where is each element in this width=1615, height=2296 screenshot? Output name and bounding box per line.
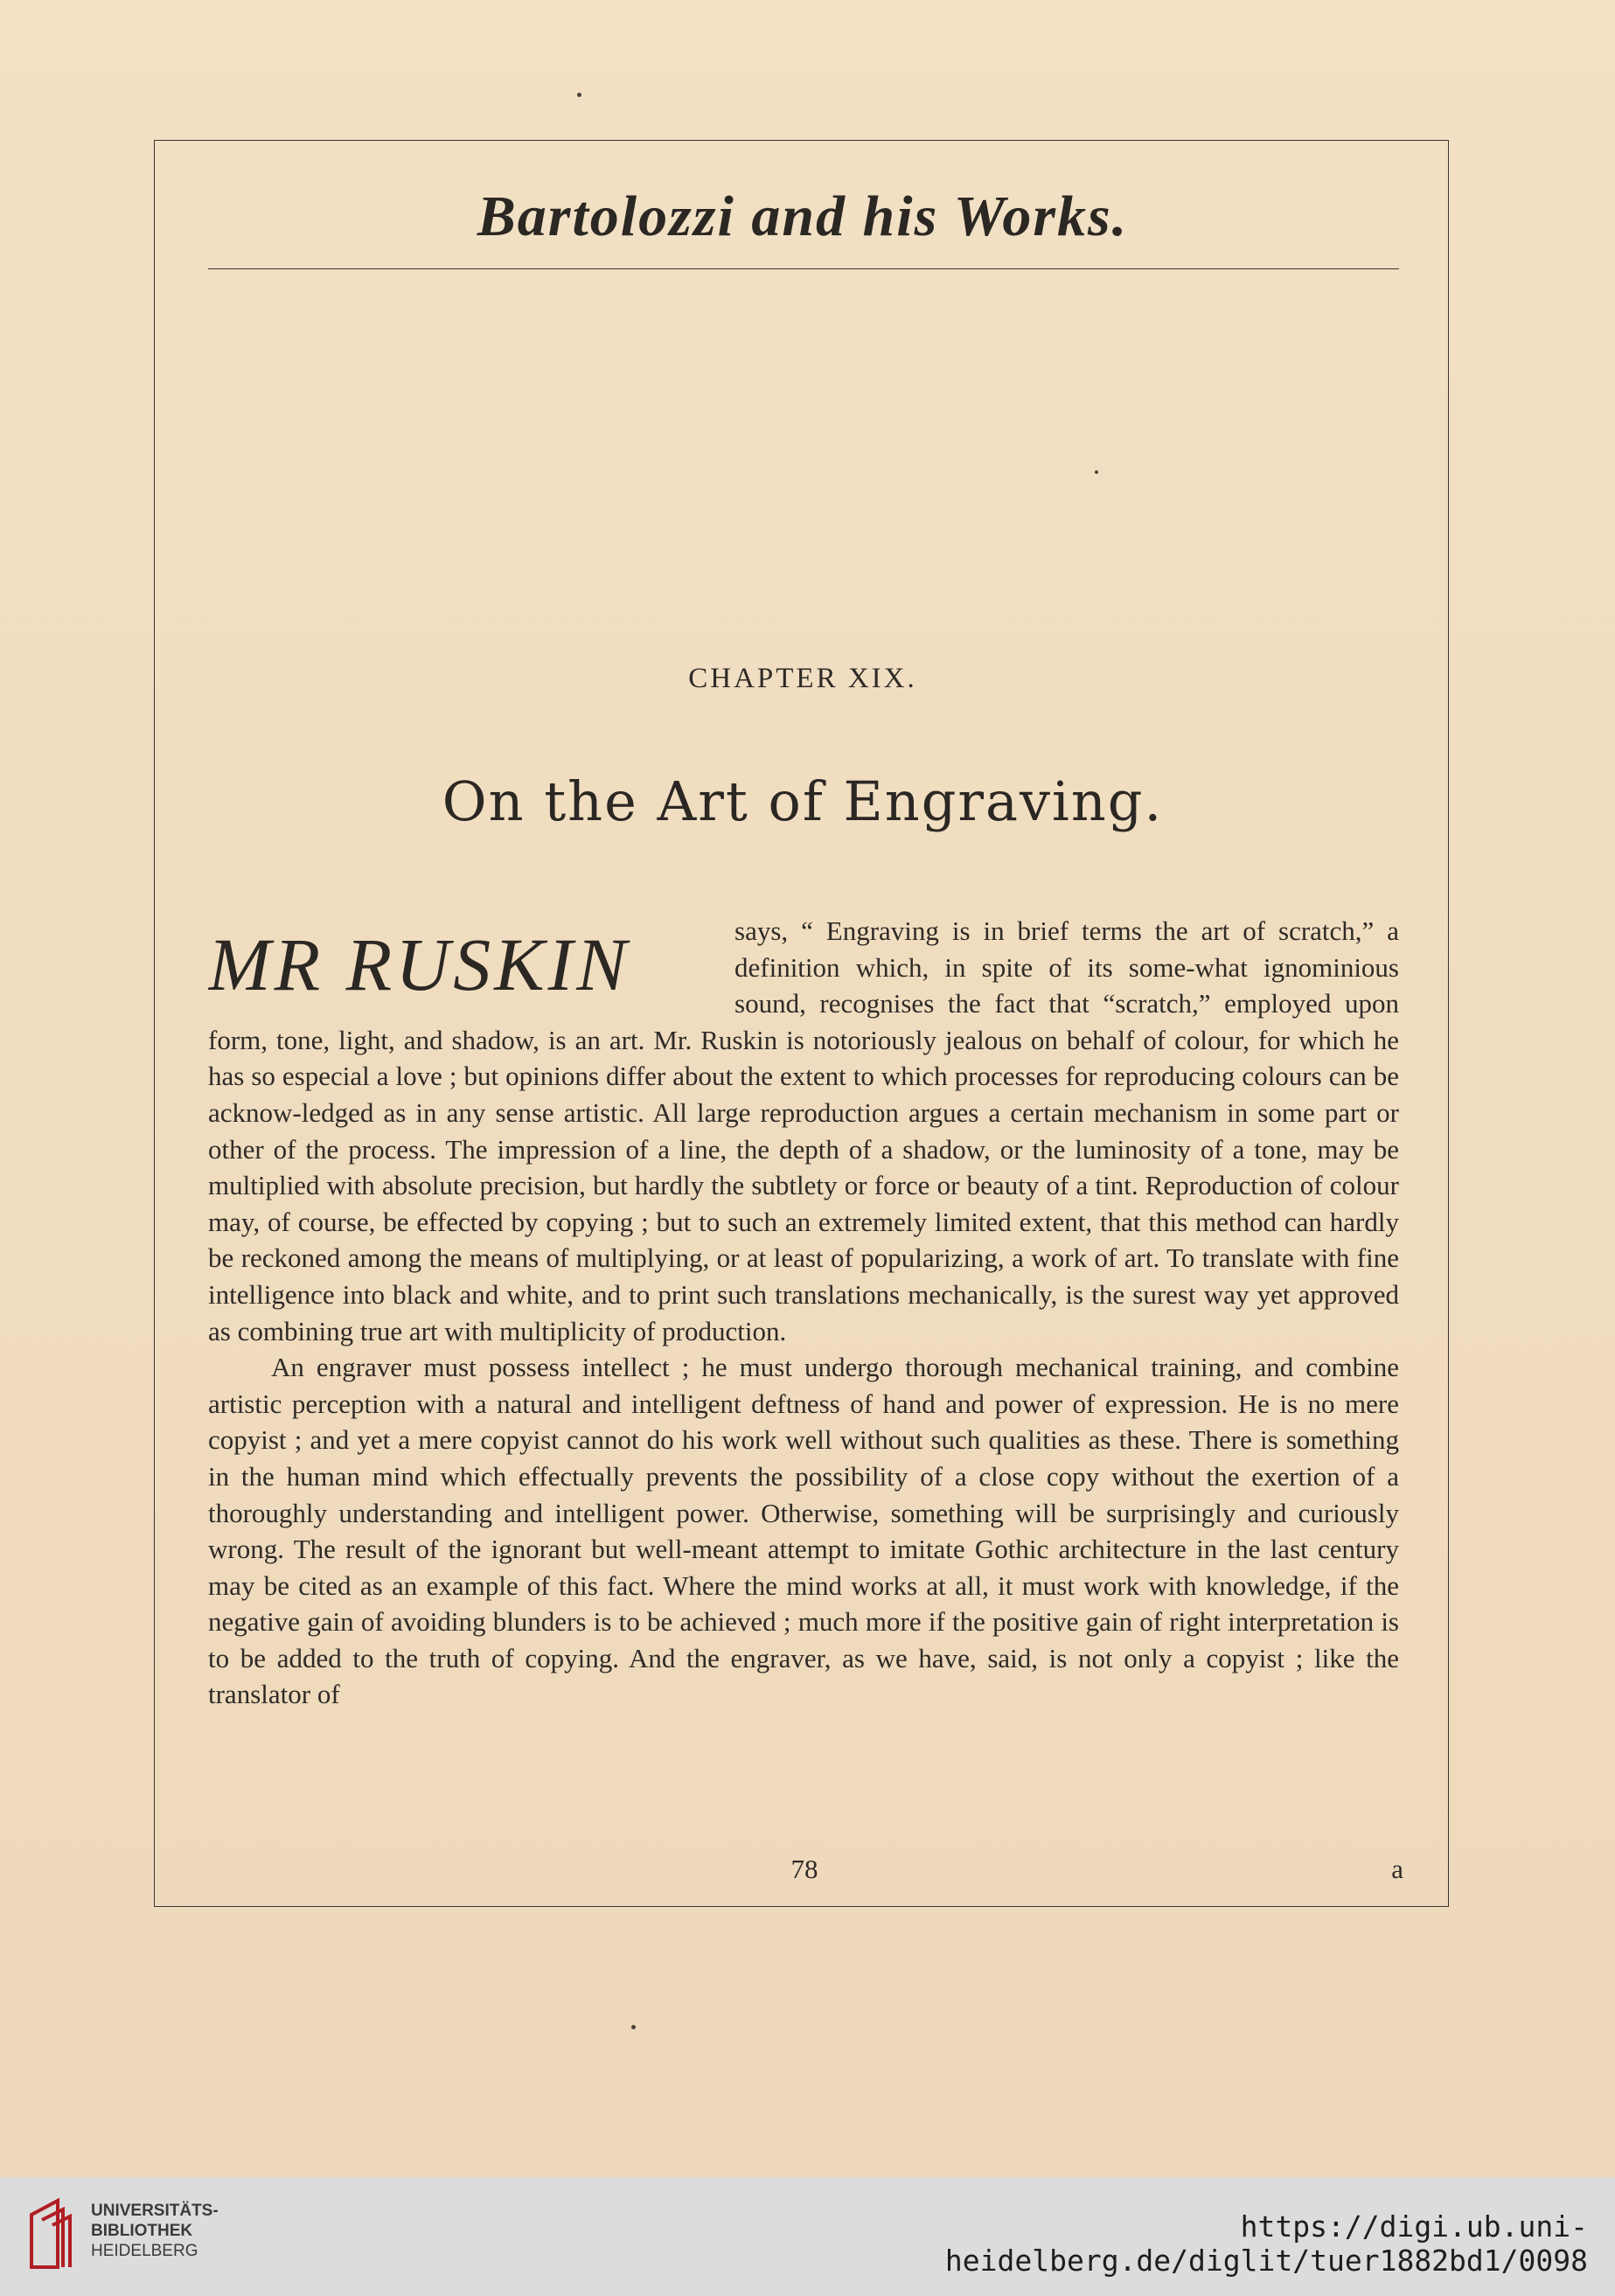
library-name xyxy=(91,2201,301,2261)
drop-initials: MR RUSKIN xyxy=(208,922,630,1006)
running-title: Bartolozzi and his Works. xyxy=(477,184,1129,248)
paper-speck xyxy=(631,2025,636,2029)
university-library-logo-icon xyxy=(28,2197,93,2271)
library-name-line-1: UNIVERSITÄTS- xyxy=(91,2202,219,2220)
signature-mark: a xyxy=(1391,1854,1403,1884)
library-name-line-2: BIBLIOTHEK xyxy=(91,2222,193,2240)
library-name-line-3: HEIDELBERG xyxy=(91,2242,198,2260)
chapter-title: On the Art of Engraving. xyxy=(442,769,1164,833)
chapter-number: CHAPTER XIX. xyxy=(688,663,917,694)
paper-speck xyxy=(577,93,581,97)
paragraph-1 xyxy=(208,913,1399,1349)
body-text xyxy=(208,913,1399,1713)
title-rule xyxy=(208,268,1399,269)
page-number: 78 xyxy=(790,1854,818,1884)
permalink-url[interactable]: https://digi.ub.uni-heidelberg.de/diglit/tuer1882bd1/0098 xyxy=(944,2209,1588,2278)
paragraph-1-text: says, “ Engraving is in brief terms the art of scratch,” a definition which, in spite of its some-what ignominious sound, recognises the fact that “scratch,” employed upon form, tone, light, and shadow, is an art. Mr. Ruskin is notoriously jealous on behalf of colour, for which he has so especial a love ; but opinions differ about the extent to which processes for reproducing colours can be acknow-ledged as in any sense artistic. All large reproduction argues a certain mechanism in some part or other of the process. The impression of a line, the depth of a shadow, or the luminosity of a tone, may be multiplied with absolute precision, but hardly the subtlety or force or beauty of a tint. Reproduction of colour may, of course, be effected by copying ; but to such an extremely limited extent, that this method can hardly be reckoned among the means of multiplying, or at least of popularizing, a work of art. To translate with fine intelligence into black and white, and to print such translations mechanically, is the surest way yet approved as combining true art with multiplicity of production. xyxy=(208,915,1399,1346)
paragraph-2: An engraver must possess intellect ; he must undergo thorough mechanical training, and combine artistic perception with a natural and intelligent deftness of hand and power of expression. He is no mere copyist ; and yet a mere copyist cannot do his work well without such qualities as these. There is something in the human mind which effectually prevents the possibility of a close copy without the exertion of a thoroughly understanding and intelligent power. Otherwise, something will be surprisingly and curiously wrong. The result of the ignorant but well-meant attempt to imitate Gothic architecture in the last century may be cited as an example of this fact. Where the mind works at all, it must work with knowledge, if the negative gain of avoiding blunders is to be achieved ; much more if the positive gain of right interpretation is to be added to the truth of copying. And the engraver, as we have, said, is not only a copyist ; like the translator of xyxy=(208,1352,1399,1710)
paper-speck xyxy=(1095,470,1098,474)
